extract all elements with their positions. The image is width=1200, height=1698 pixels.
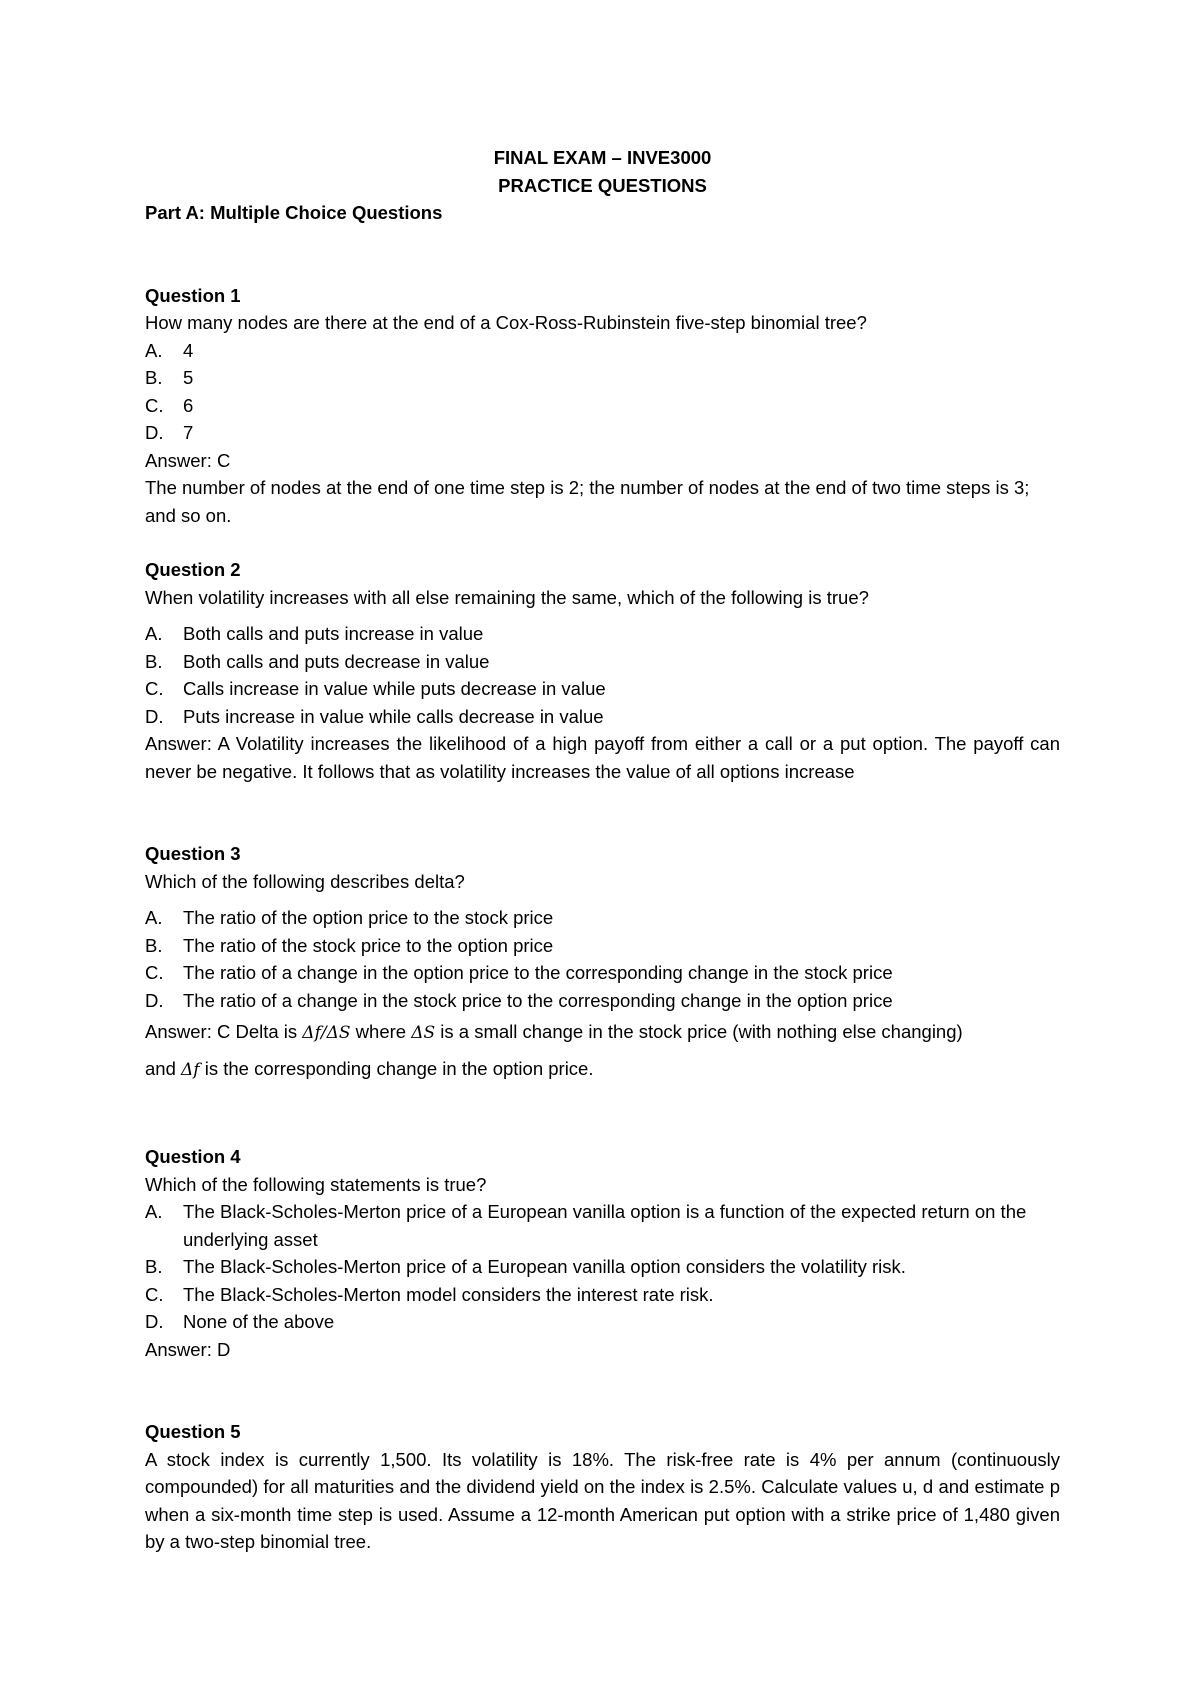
option-a: [145, 1198, 1060, 1253]
question-text: How many nodes are there at the end of a Cox-Ross-Rubinstein five-step binomial tree?: [145, 312, 867, 333]
answer: [145, 1014, 1060, 1088]
question-4: [145, 1143, 1060, 1363]
option-label: C.: [145, 678, 164, 699]
delta-s-symbol: ΔS: [411, 1023, 436, 1043]
option-text: The Black-Scholes-Merton price of a European vanilla option is a function of the expected return on the underlying asset: [183, 1201, 1027, 1250]
option-label: B.: [145, 650, 163, 672]
option-a: [145, 904, 1060, 932]
question-heading: Question 4: [145, 1146, 241, 1167]
option-a: [145, 620, 1060, 648]
option-d: [145, 419, 1060, 447]
option-label: A.: [145, 907, 163, 928]
option-d: [145, 1308, 1060, 1336]
question-1: [145, 282, 1060, 530]
option-c: [145, 959, 1060, 987]
option-text: 4: [183, 339, 194, 361]
question-heading: Question 1: [145, 284, 241, 306]
option-label: A.: [145, 623, 163, 644]
option-label: B.: [145, 367, 163, 388]
question-text: Which of the following describes delta?: [145, 870, 465, 892]
question-2: [145, 556, 1060, 785]
answer-prefix: Answer: C Delta is: [145, 1021, 298, 1042]
option-b: [145, 1253, 1060, 1281]
question-5: [145, 1418, 1060, 1556]
option-label: C.: [145, 962, 164, 983]
option-text: 5: [183, 367, 194, 388]
explanation: The number of nodes at the end of one time step is 2; the number of nodes at the end of two time steps is 3; and so on.: [145, 477, 1030, 526]
answer-end: is the corresponding change in the option price.: [204, 1058, 594, 1079]
option-label: D.: [145, 1311, 164, 1332]
option-label: D.: [145, 989, 164, 1011]
option-text: None of the above: [183, 1311, 335, 1332]
option-b: [145, 648, 1060, 676]
question-heading: Question 5: [145, 1421, 241, 1442]
answer-and: and: [145, 1058, 176, 1079]
answer-where: where: [355, 1021, 407, 1042]
option-label: B.: [145, 1256, 163, 1277]
exam-title: FINAL EXAM – INVE3000: [493, 147, 712, 168]
answer: Answer: D: [145, 1338, 231, 1360]
option-label: D.: [145, 705, 164, 727]
option-text: The Black-Scholes-Merton price of a European vanilla option considers the volatility risk.: [183, 1256, 906, 1277]
option-b: [145, 932, 1060, 960]
delta-f-symbol: Δf: [181, 1060, 200, 1080]
option-a: [145, 337, 1060, 365]
option-c: [145, 675, 1060, 703]
option-d: [145, 987, 1060, 1015]
option-text: The ratio of a change in the stock price to the corresponding change in the option price: [183, 989, 893, 1011]
option-c: [145, 392, 1060, 420]
delta-formula: Δf/ΔS: [302, 1023, 351, 1043]
option-d: [145, 703, 1060, 731]
option-text: Puts increase in value while calls decrease in value: [183, 705, 604, 727]
question-3: [145, 840, 1060, 1088]
option-label: C.: [145, 1283, 164, 1305]
option-label: A.: [145, 1201, 163, 1222]
option-b: [145, 364, 1060, 392]
option-text: The ratio of the stock price to the option price: [183, 934, 554, 956]
exam-subtitle: PRACTICE QUESTIONS: [498, 174, 707, 196]
option-label: D.: [145, 422, 164, 443]
question-heading: Question 3: [145, 843, 241, 864]
question-text: When volatility increases with all else remaining the same, which of the following is true?: [145, 586, 869, 608]
option-text: The ratio of a change in the option price to the corresponding change in the stock price: [183, 962, 893, 983]
option-text: Both calls and puts decrease in value: [183, 650, 490, 672]
option-text: Both calls and puts increase in value: [183, 623, 484, 644]
option-label: C.: [145, 394, 164, 416]
answer: Answer: C: [145, 449, 231, 471]
document-page: [145, 144, 1060, 1556]
option-text: The ratio of the option price to the stock price: [183, 907, 554, 928]
option-label: A.: [145, 339, 163, 361]
option-c: [145, 1281, 1060, 1309]
question-heading: Question 2: [145, 559, 241, 580]
part-heading: Part A: Multiple Choice Questions: [145, 202, 443, 223]
option-label: B.: [145, 934, 163, 956]
answer-mid: is a small change in the stock price (with nothing else changing): [440, 1021, 963, 1042]
option-text: 7: [183, 422, 194, 443]
option-text: The Black-Scholes-Merton model considers the interest rate risk.: [183, 1283, 714, 1305]
option-text: 6: [183, 394, 194, 416]
answer: Answer: A Volatility increases the likelihood of a high payoff from either a call or a put option. The payoff can never be negative. It follows that as volatility increases the value of all options increase: [145, 733, 1060, 782]
question-text: Which of the following statements is true?: [145, 1173, 487, 1195]
question-text: A stock index is currently 1,500. Its volatility is 18%. The risk-free rate is 4% per annum (continuously compounded) for all maturities and the dividend yield on the index is 2.5%. Calculate values u, d and estimate p when a six-month time step is used. Assume a 12-month American put option with a strike price of 1,480 given by a two-step binomial tree.: [145, 1448, 1060, 1552]
option-text: Calls increase in value while puts decrease in value: [183, 678, 606, 699]
